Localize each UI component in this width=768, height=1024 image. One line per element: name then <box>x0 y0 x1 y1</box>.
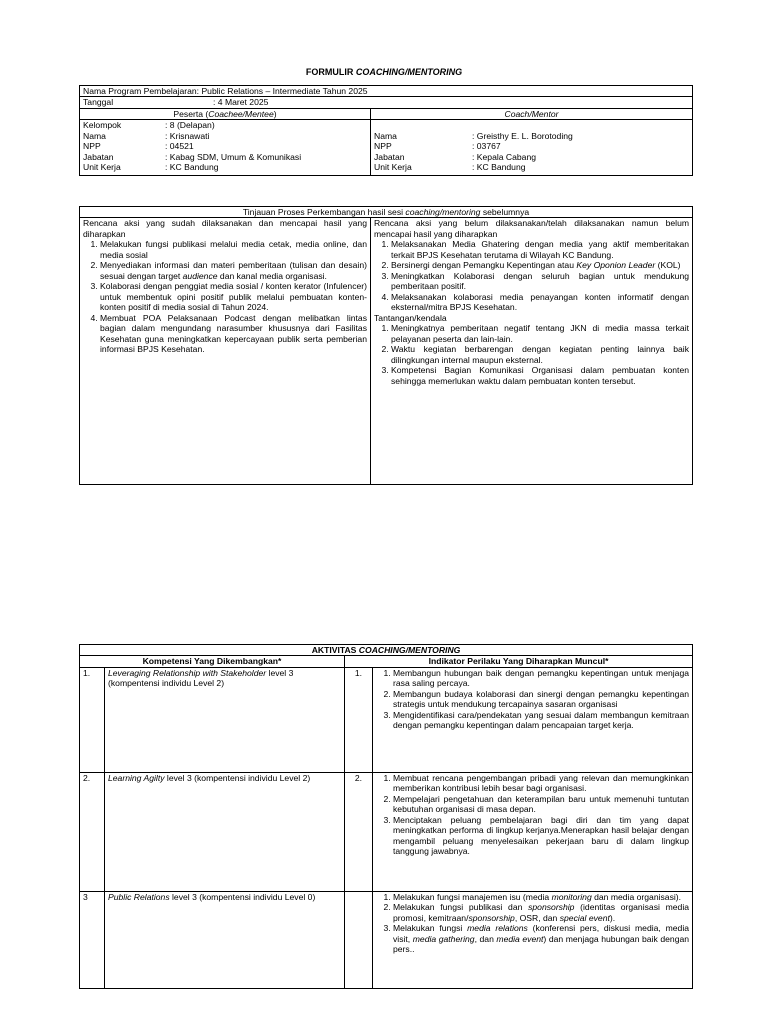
list-item: 1. Melaksanakan Media Ghatering dengan media yang aktif memberitakan terkait BPJS Kesehatan terutama di Wilayah KC Bandung. <box>391 239 689 260</box>
review-pending <box>371 218 693 485</box>
review-done-intro: Rencana aksi yang sudah dilaksanakan dan mencapai hasil yang diharapkan <box>83 218 367 239</box>
program-name: Nama Program Pembelajaran: Public Relations – Intermediate Tahun 2025 <box>80 86 693 97</box>
indicator-cell <box>373 772 693 891</box>
list-item: 1. Melakukan fungsi manajemen isu (media monitoring dan media organisasi). <box>393 892 689 902</box>
row-number <box>345 891 373 988</box>
list-item: 3. Kolaborasi dengan penggiat media sosial / konten kerator (Infulencer) untuk membentuk opini positif publik melalui pembuatan konten-konten positif di media sosial di Tahun 2024. <box>100 281 367 312</box>
peserta-jabatan: Jabatan : Kabag SDM, Umum & Komunikasi <box>83 151 302 162</box>
peserta-info <box>80 120 371 175</box>
challenges-list <box>374 323 689 386</box>
table-row <box>80 667 693 772</box>
review-done <box>80 218 371 485</box>
list-item: 1. Membuat rencana pengembangan pribadi yang relevan dan memungkinkan memberikan kontribusi lebih besar bagi organisasi. <box>393 773 689 794</box>
peserta-header: Peserta (Coachee/Mentee) <box>80 108 371 119</box>
review-pending-list <box>374 239 689 312</box>
table-row <box>80 891 693 988</box>
indicator-cell <box>373 667 693 772</box>
indicator-cell <box>373 891 693 988</box>
table-row <box>80 772 693 891</box>
list-item: 4. Membuat POA Pelaksanaan Podcast dengan melibatkan lintas bagian dalam mengundang narasumber khususnya dari Fasilitas Kesehatan guna meningkatkan kepercayaan publik serta pemberian informasi BPJS Kesehatan. <box>100 313 367 355</box>
activities-header: AKTIVITAS COACHING/MENTORING <box>80 645 693 656</box>
competency-cell: Learning Agilty level 3 (kompentensi individu Level 2) <box>105 772 345 891</box>
review-pending-intro: Rencana aksi yang belum dilaksanakan/telah dilaksanakan namun belum mencapai hasil yang diharapkan <box>374 218 690 239</box>
review-header: Tinjauan Proses Perkembangan hasil sesi coaching/mentoring sebelumnya <box>80 207 693 218</box>
coach-npp: NPP : 03767 <box>374 141 501 152</box>
list-item: 3. Kompetensi Bagian Komunikasi Organisasi dalam pembuatan konten sehingga memerlukan waktu dalam pembuatan konten tersebut. <box>391 365 689 386</box>
list-item: 3. Menciptakan peluang pembelajaran bagi diri dan tim yang dapat meningkatkan performa di lingkup kerjanya.Menerapkan hasil belajar dengan mengambil peluang menyelesaikan pekerjaan baru di dalam lingkup tanggung jawabnya. <box>393 815 689 857</box>
peserta-nama: Nama : Krisnawati <box>83 130 210 141</box>
list-item: 3. Melakukan fungsi media relations (konferensi pers, diskusi media, media visit, media gathering, dan media event) dan menjaga hubungan baik dengan pers.. <box>393 923 689 954</box>
peserta-unit: Unit Kerja : KC Bandung <box>83 162 219 173</box>
list-item: 2. Membangun budaya kolaborasi dan sinergi dengan pemangku kepentingan strategis untuk mendukung tercapainya sasaran organisasi <box>393 689 689 710</box>
coach-jabatan: Jabatan : Kepala Cabang <box>374 151 537 162</box>
activities-table <box>79 644 693 989</box>
row-number: 1. <box>345 667 373 772</box>
list-item: 4. Melaksanakan kolaborasi media penayangan konten informatif dengan eksternal/mitra BPJS Kesehatan. <box>391 292 689 313</box>
peserta-kelompok: Kelompok : 8 (Delapan) <box>83 120 215 131</box>
row-number: 2. <box>345 772 373 891</box>
peserta-npp: NPP : 04521 <box>83 141 194 152</box>
list-item: 2. Waktu kegiatan berbarengan dengan kegiatan penting lainnya baik dilingkungan internal maupun eksternal. <box>391 344 689 365</box>
list-item: 2. Mempelajari pengetahuan dan keterampilan baru untuk memenuhi tuntutan kebutuhan organisasi di masa depan. <box>393 794 689 815</box>
coach-header: Coach/Mentor <box>371 108 693 119</box>
row-number: 1. <box>80 667 105 772</box>
list-item: 2. Melakukan fungsi publikasi dan sponsorship (identitas organisasi media promosi, kemitraan/sponsorship, OSR, dan special event). <box>393 902 689 923</box>
coach-nama: Nama : Greisthy E. L. Borotoding <box>374 130 573 141</box>
coach-unit: Unit Kerja : KC Bandung <box>374 162 526 173</box>
indicator-col-header: Indikator Perilaku Yang Diharapkan Muncul* <box>345 656 693 667</box>
list-item: 1. Melakukan fungsi publikasi melalui media cetak, media online, dan media sosial <box>100 239 367 260</box>
coach-info <box>371 120 693 175</box>
form-title: FORMULIR COACHING/MENTORING <box>305 67 463 77</box>
list-item: 2. Menyediakan informasi dan materi pemberitaan (tulisan dan desain) sesuai dengan target audience dan kanal media organisasi. <box>100 260 367 281</box>
competency-col-header: Kompetensi Yang Dikembangkan* <box>80 656 345 667</box>
list-item: 1. Meningkatnya pemberitaan negatif tentang JKN di media massa terkait pelayanan peserta dan lain-lain. <box>391 323 689 344</box>
list-item: 2. Bersinergi dengan Pemangku Kepentingan atau Key Oponion Leader (KOL) <box>391 260 689 270</box>
list-item: 3. Mengidentifikasi cara/pendekatan yang sesuai dalam membangun kemitraan dengan pemangku kepentingan dalam pencapaian target kerja. <box>393 710 689 731</box>
row-number: 3 <box>80 891 105 988</box>
list-item: 3. Meningkatkan Kolaborasi dengan seluruh bagian untuk mendukung pemberitaan positif. <box>391 271 689 292</box>
review-done-list <box>83 239 367 354</box>
row-number: 2. <box>80 772 105 891</box>
list-item: 1. Membangun hubungan baik dengan pemangku kepentingan untuk menjaga rasa saling percaya. <box>393 668 689 689</box>
competency-cell: Leveraging Relationship with Stakeholder level 3 (kompentensi individu Level 2) <box>105 667 345 772</box>
date-row: Tanggal : 4 Maret 2025 <box>80 97 693 108</box>
identity-table <box>79 85 693 176</box>
challenges-label: Tantangan/kendala <box>374 312 447 323</box>
review-table <box>79 206 693 485</box>
competency-cell: Public Relations level 3 (kompentensi individu Level 0) <box>105 891 345 988</box>
